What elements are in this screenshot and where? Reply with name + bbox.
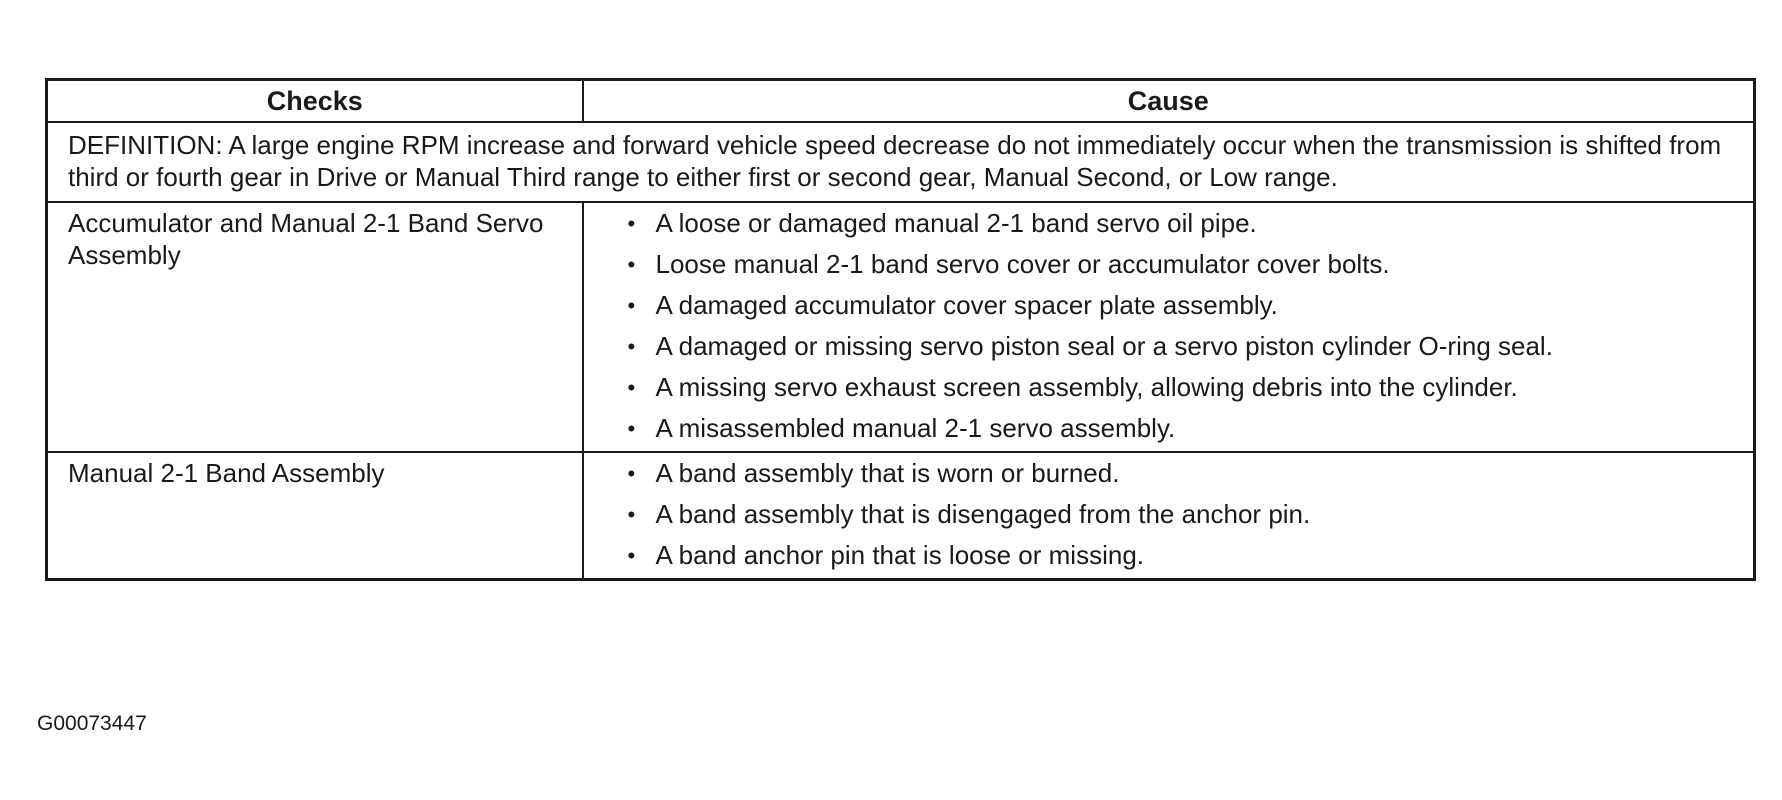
cause-text: A damaged or missing servo piston seal or a servo piston cylinder O-ring seal. — [655, 331, 1553, 361]
cause-text: A misassembled manual 2-1 servo assembly. — [655, 413, 1176, 443]
figure-id: G00073447 — [37, 712, 147, 735]
cause-column-header: Cause — [583, 80, 1755, 123]
cause-item — [628, 208, 1674, 239]
cause-list — [628, 458, 1674, 571]
table-row — [47, 452, 1755, 580]
table-row — [47, 202, 1755, 452]
bullet-icon: • — [627, 334, 636, 359]
cause-text: A damaged accumulator cover spacer plate assembly. — [655, 290, 1278, 320]
cause-text: Loose manual 2-1 band servo cover or accumulator cover bolts. — [655, 249, 1390, 279]
bullet-icon: • — [627, 375, 636, 400]
diagnosis-table — [45, 78, 1756, 581]
cause-list-cell — [583, 202, 1755, 452]
bullet-icon: • — [627, 461, 636, 486]
bullet-icon: • — [627, 293, 636, 318]
cause-item — [628, 458, 1674, 489]
bullet-icon: • — [627, 252, 636, 277]
definition-text: DEFINITION: A large engine RPM increase and forward vehicle speed decrease do not immediately occur when the transmission is shifted from third or fourth gear in Drive or Manual Third range to either first or second gear, Manual Second, or Low range. — [47, 122, 1755, 202]
cause-item — [628, 372, 1674, 403]
checks-column-header: Checks — [47, 80, 583, 123]
table-header-row — [47, 80, 1755, 123]
cause-item — [628, 331, 1674, 362]
cause-text: A band assembly that is disengaged from the anchor pin. — [655, 499, 1311, 529]
cause-text: A band assembly that is worn or burned. — [655, 458, 1120, 488]
cause-list-cell — [583, 452, 1755, 580]
bullet-icon: • — [627, 543, 636, 568]
cause-item — [628, 249, 1674, 280]
cause-list — [628, 208, 1674, 444]
cause-item — [628, 290, 1674, 321]
cause-item — [628, 413, 1674, 444]
check-label: Accumulator and Manual 2-1 Band Servo Assembly — [47, 202, 583, 452]
cause-text: A loose or damaged manual 2-1 band servo oil pipe. — [655, 208, 1257, 238]
cause-text: A missing servo exhaust screen assembly, allowing debris into the cylinder. — [655, 372, 1518, 402]
cause-item — [628, 499, 1674, 530]
bullet-icon: • — [627, 416, 636, 441]
bullet-icon: • — [627, 211, 636, 236]
bullet-icon: • — [627, 502, 636, 527]
cause-item — [628, 540, 1674, 571]
definition-row — [47, 122, 1755, 202]
cause-text: A band anchor pin that is loose or missing. — [655, 540, 1145, 570]
check-label: Manual 2-1 Band Assembly — [47, 452, 583, 580]
